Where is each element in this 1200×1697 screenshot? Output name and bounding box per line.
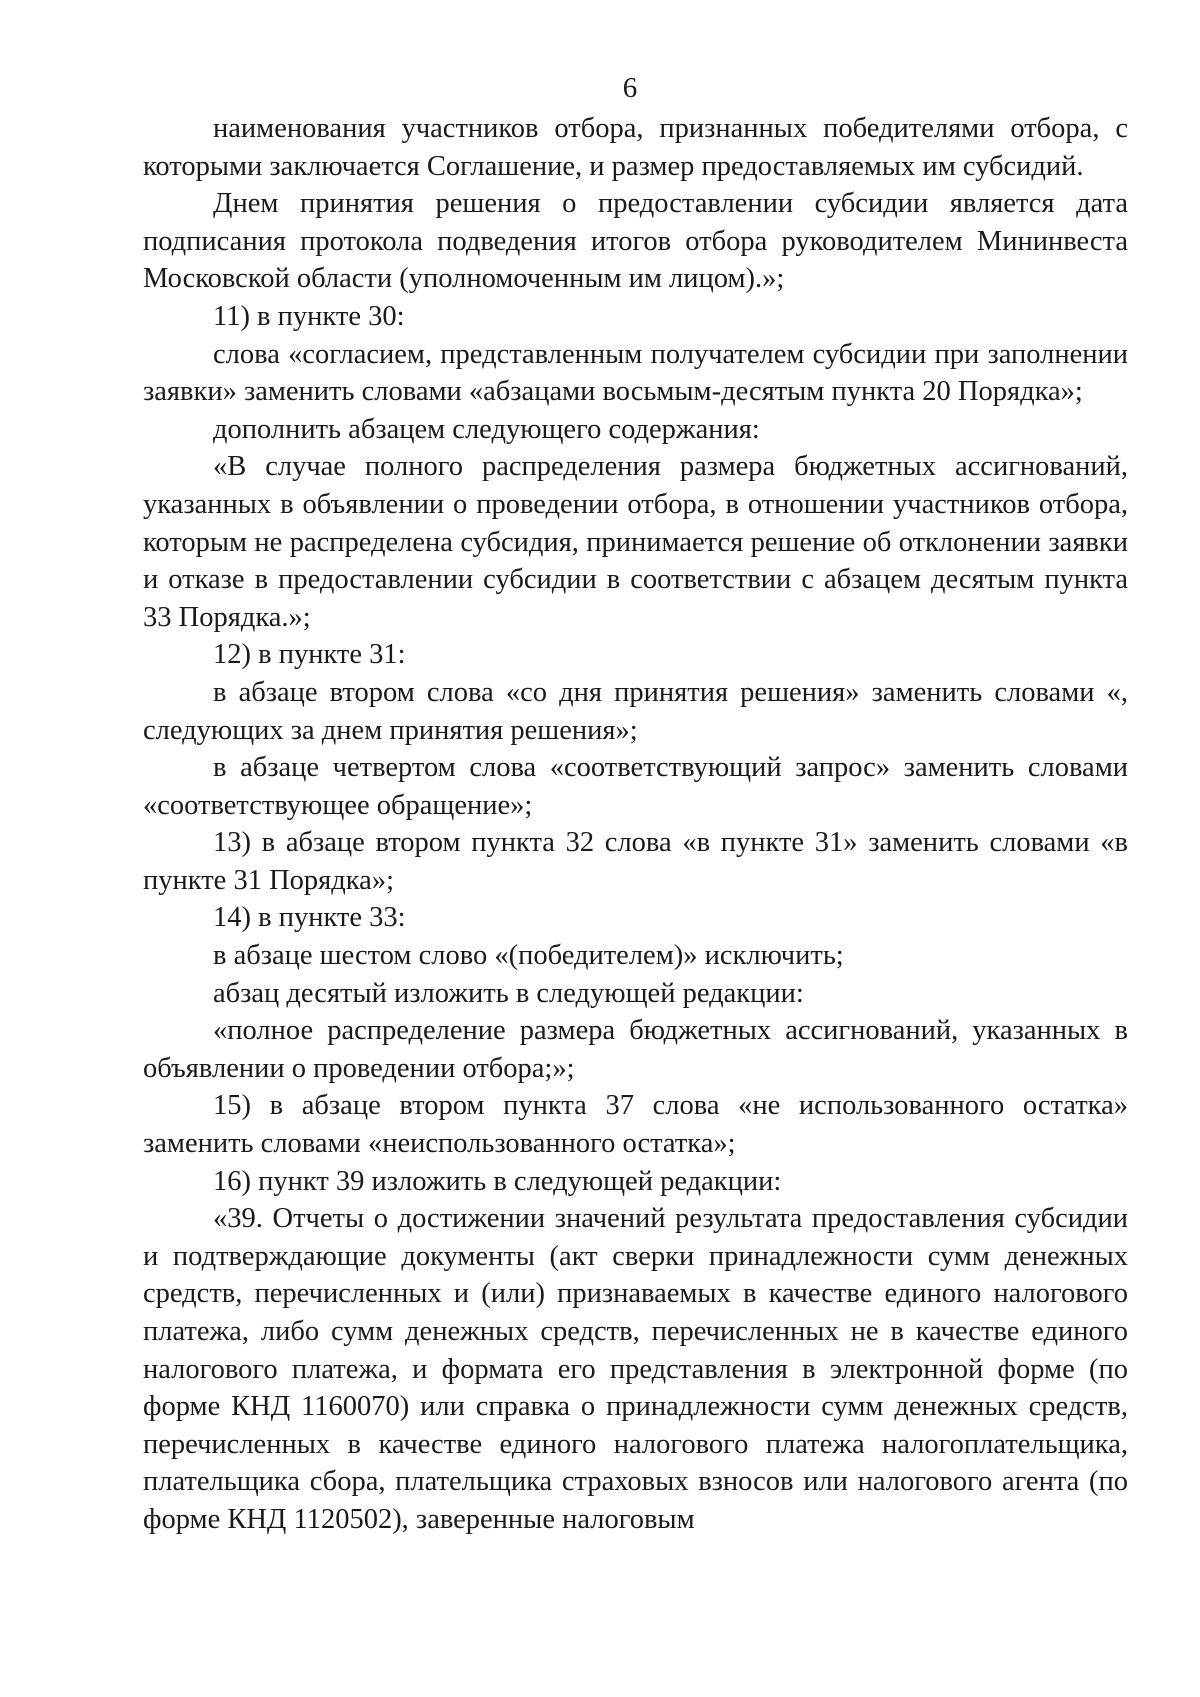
paragraph: наименования участников отбора, признанных победителями отбора, с которыми заключается Соглашение, и размер предоставляемых им субсидий.: [143, 113, 1128, 182]
paragraph: 14) в пункте 33:: [213, 902, 406, 934]
paragraph: в абзаце шестом слово «(победителем)» исключить;: [213, 940, 844, 972]
paragraph: слова «согласием, представленным получателем субсидии при заполнении заявки» заменить словами «абзацами восьмым-десятым пункта 20 Порядка»;: [143, 338, 1128, 408]
paragraph: 12) в пункте 31:: [213, 639, 406, 671]
paragraph: дополнить абзацем следующего содержания:: [213, 413, 760, 445]
page-number: 6: [622, 72, 638, 104]
document-body: [143, 110, 1128, 1539]
paragraph: Днем принятия решения о предоставлении субсидии является дата подписания протокола подведения итогов отбора руководителем Мининвеста Московской области (уполномоченным им лицом).»;: [143, 188, 1128, 295]
paragraph: 16) пункт 39 изложить в следующей редакции:: [213, 1165, 782, 1197]
paragraph: «39. Отчеты о достижении значений результата предоставления субсидии и подтверждающие документы (акт сверки принадлежности сумм денежных средств, перечисленных и (или) признаваемых в качестве единого налогового платежа, либо сумм денежных средств, перечисленных не в качестве единого налогового платежа, и формата его представления в электронной форме (по форме КНД 1160070) или справка о принадлежности сумм денежных средств, перечисленных в качестве единого налогового платежа налогоплательщика, плательщика сбора, плательщика страховых взносов или налогового агента (по форме КНД 1120502), заверенные налоговым: [143, 1203, 1128, 1535]
paragraph: абзац десятый изложить в следующей редакции:: [213, 977, 804, 1009]
paragraph: в абзаце четвертом слова «соответствующий запрос» заменить словами «соответствующее обращение»;: [143, 752, 1128, 821]
paragraph: «полное распределение размера бюджетных ассигнований, указанных в объявлении о проведении отбора;»;: [143, 1015, 1128, 1084]
paragraph: в абзаце втором слова «со дня принятия решения» заменить словами «, следующих за днем принятия решения»;: [143, 676, 1128, 746]
paragraph: 13) в абзаце втором пункта 32 слова «в пункте 31» заменить словами «в пункте 31 Порядка»;: [143, 827, 1128, 896]
paragraph: «В случае полного распределения размера бюджетных ассигнований, указанных в объявлении о проведении отбора, в отношении участников отбора, которым не распределена субсидия, принимается решение об отклонении заявки и отказе в предоставлении субсидии в соответствии с абзацем десятым пункта 33 Порядка.»;: [143, 451, 1128, 633]
paragraph: 15) в абзаце втором пункта 37 слова «не использованного остатка» заменить словами «неиспользованного остатка»;: [143, 1090, 1128, 1160]
paragraph: 11) в пункте 30:: [213, 300, 405, 332]
